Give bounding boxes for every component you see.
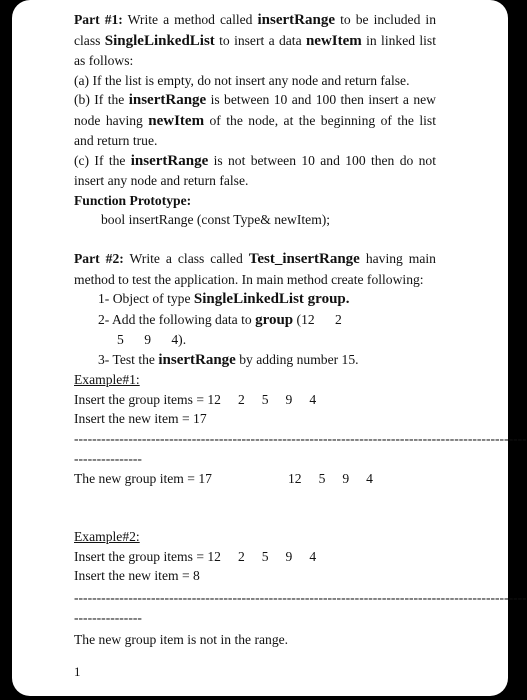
part1-case-b xyxy=(74,90,436,151)
text: Write a class called xyxy=(123,251,249,266)
example1-title: Example#1: xyxy=(74,372,140,387)
text: (b) If the xyxy=(74,92,129,107)
part2-heading: Part #2: xyxy=(74,251,124,266)
part1-case-c xyxy=(74,151,436,191)
text: is between 10 and 100 then insert a new node having xyxy=(74,92,436,128)
new-item-term: newItem xyxy=(148,112,205,129)
part2-step-2-cont: 5 9 4). xyxy=(117,332,187,347)
part2-step-1 xyxy=(74,289,436,310)
method-name: insertRange xyxy=(128,92,207,108)
part2-step-3 xyxy=(74,350,436,371)
part2-step-2 xyxy=(74,310,436,331)
text: to insert a data xyxy=(214,32,306,48)
text: 2- Add the following data to xyxy=(98,311,256,327)
text: of the node, at the beginning of the list and return true. xyxy=(74,112,436,148)
text: to be included in class xyxy=(74,12,437,48)
class-name: SingleLinkedList xyxy=(104,32,215,49)
document-page xyxy=(12,0,527,696)
prototype-heading: Function Prototype: xyxy=(74,192,192,208)
example1-items: Insert the group items = 12 2 5 9 4 xyxy=(74,391,317,407)
part1-heading: Part #1: xyxy=(74,12,123,27)
text: Write a method called xyxy=(122,12,258,27)
part2-intro xyxy=(74,249,436,289)
document-body xyxy=(74,10,527,649)
part1-intro xyxy=(74,10,436,71)
text: The new group item = 17 xyxy=(74,470,212,486)
example1-divider: ---------------------------------------------------------------------------------------------------- xyxy=(74,430,527,446)
page-number: 1 xyxy=(74,664,81,679)
part1-case-a: (a) If the list is empty, do not insert any node and return false. xyxy=(74,72,410,88)
class-name: SingleLinkedList group. xyxy=(193,291,350,307)
group-term: group xyxy=(255,311,294,328)
prototype-signature: bool insertRange (const Type& newItem); xyxy=(101,212,331,227)
method-name: insertRange xyxy=(130,152,209,169)
example1-result xyxy=(74,469,436,489)
example2-divider-short: --------------- xyxy=(74,609,142,625)
text: (12 2 xyxy=(293,311,342,327)
text: having main method to test the application. In main method create following: xyxy=(74,251,436,287)
example1-divider-short: --------------- xyxy=(74,450,142,466)
text: by adding number 15. xyxy=(235,351,359,367)
example2-new-item: Insert the new item = 8 xyxy=(74,568,200,583)
text: 1- Object of type xyxy=(98,291,194,306)
method-name: insertRange xyxy=(158,351,236,368)
text: (c) If the xyxy=(74,152,131,168)
new-item-term: newItem xyxy=(305,32,362,49)
text: in linked list as follows: xyxy=(74,32,436,68)
method-name: insertRange xyxy=(257,12,336,28)
example2-title: Example#2: xyxy=(74,529,140,544)
example1-result-values: 12 5 9 4 xyxy=(288,470,373,486)
text: 3- Test the xyxy=(98,351,159,367)
test-class-name: Test_insertRange xyxy=(248,251,360,267)
text: is not between 10 and 100 then do not insert any node and return false. xyxy=(74,152,436,188)
example2-result: The new group item is not in the range. xyxy=(74,631,289,647)
example2-divider: ---------------------------------------------------------------------------------------------------- xyxy=(74,589,527,605)
example2-items: Insert the group items = 12 2 5 9 4 xyxy=(74,548,317,564)
example1-new-item: Insert the new item = 17 xyxy=(74,411,207,426)
